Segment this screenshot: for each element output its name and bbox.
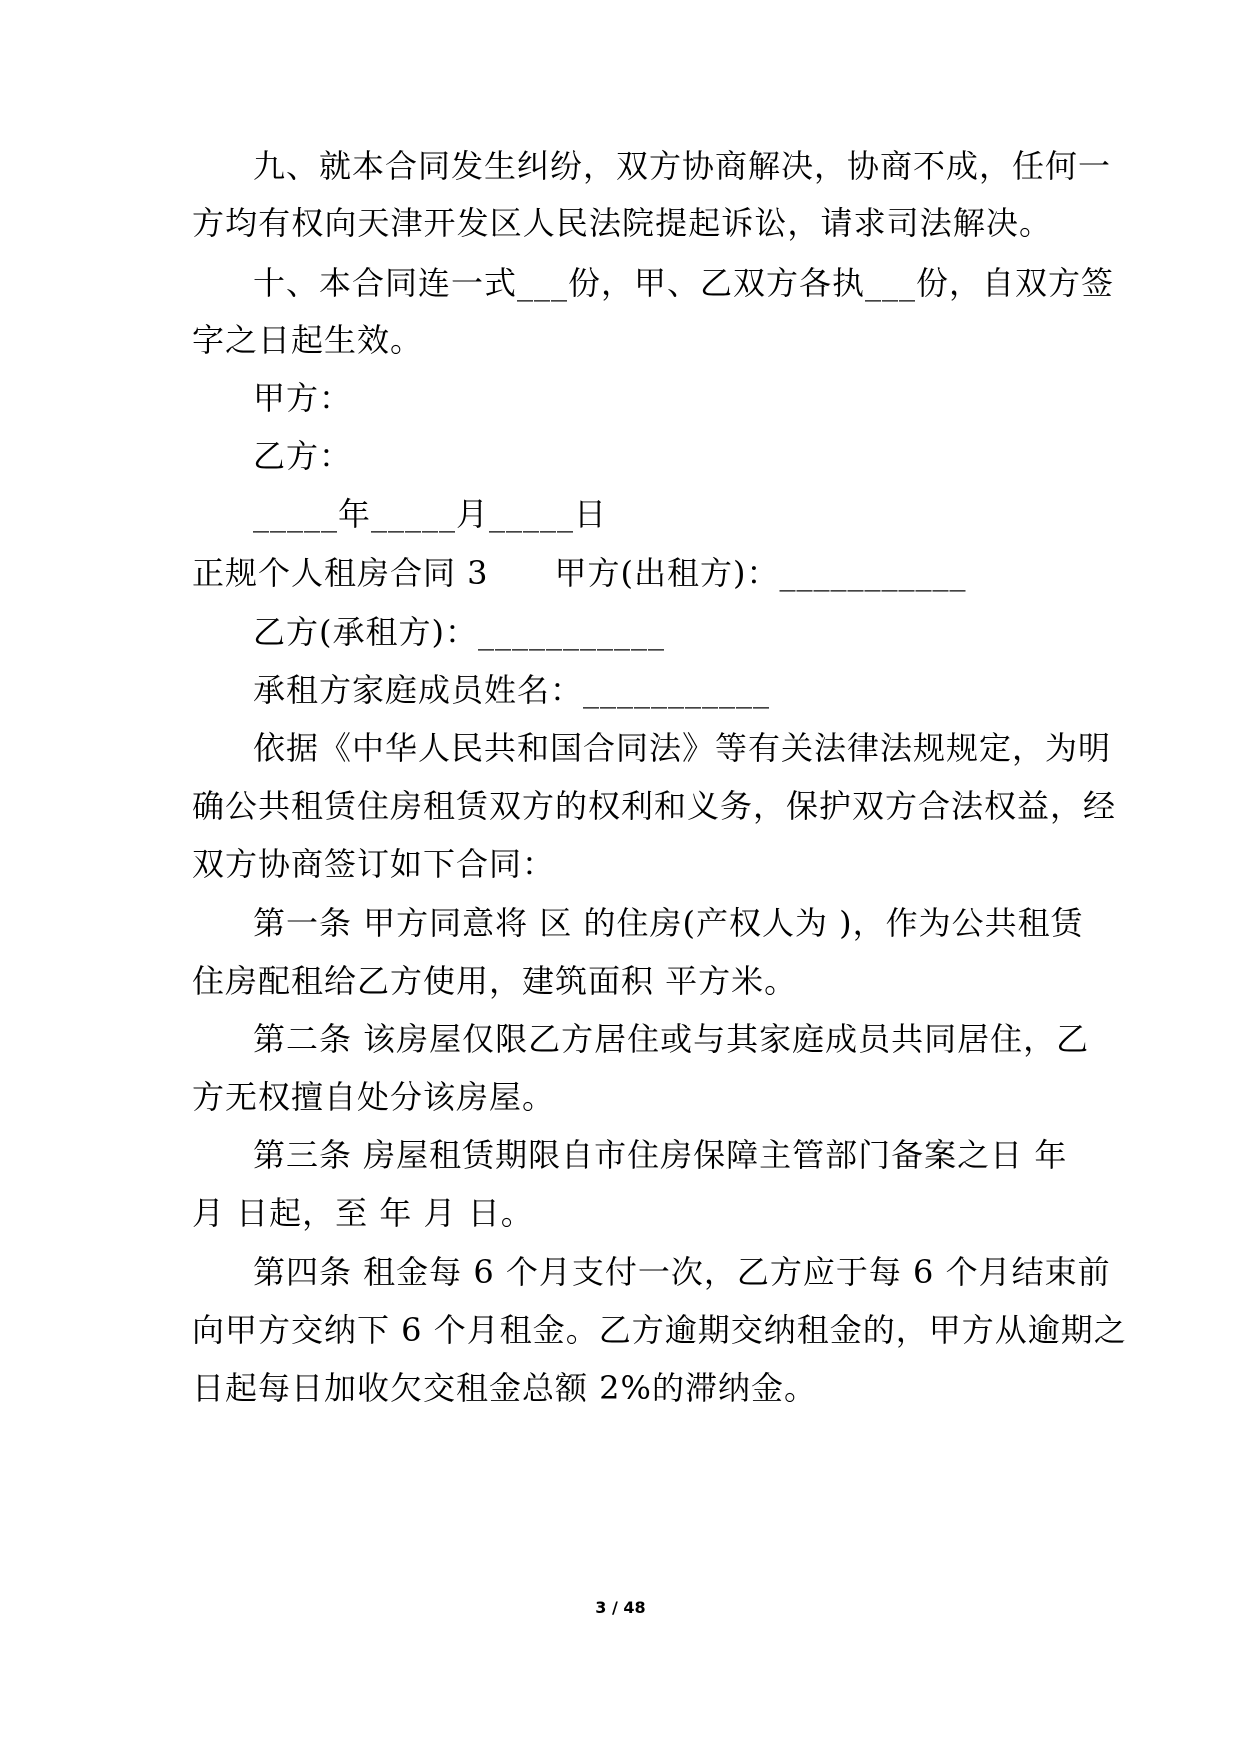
signature-date: _____年_____月_____日 <box>253 495 608 533</box>
article-3-line-1: 第三条 房屋租赁期限自市住房保障主管部门备案之日 年 <box>253 1136 1068 1174</box>
article-3-line-2: 月 日起，至 年 月 日。 <box>192 1194 534 1232</box>
preamble-line-1: 依据《中华人民共和国合同法》等有关法律法规规定，为明 <box>253 729 1112 767</box>
article-4-line-1: 第四条 租金每 6 个月支付一次，乙方应于每 6 个月结束前 <box>253 1253 1111 1291</box>
lessee-field: 乙方(承租方)：___________ <box>253 613 665 651</box>
article-2-line-1: 第二条 该房屋仅限乙方居住或与其家庭成员共同居住，乙 <box>253 1020 1090 1058</box>
clause-9-line-1: 九、就本合同发生纠纷，双方协商解决，协商不成，任何一 <box>253 147 1112 185</box>
party-b-signature: 乙方： <box>253 437 353 475</box>
preamble-line-3: 双方协商签订如下合同： <box>192 845 556 883</box>
article-1-line-1: 第一条 甲方同意将 区 的住房(产权人为 )，作为公共租赁 <box>253 904 1084 942</box>
clause-9-line-2: 方均有权向天津开发区人民法院提起诉讼，请求司法解决。 <box>192 204 1052 242</box>
page-number: 3 / 48 <box>595 1598 646 1617</box>
preamble-line-2: 确公共租赁住房租赁双方的权利和义务，保护双方合法权益，经 <box>192 787 1117 825</box>
clause-10-line-1: 十、本合同连一式___份，甲、乙双方各执___份，自双方签 <box>253 264 1115 302</box>
contract-3-heading-lessor: 正规个人租房合同 3 甲方(出租方)：___________ <box>192 554 967 592</box>
article-1-line-2: 住房配租给乙方使用，建筑面积 平方米。 <box>192 962 798 1000</box>
article-4-line-3: 日起每日加收欠交租金总额 2%的滞纳金。 <box>192 1369 817 1407</box>
family-members-field: 承租方家庭成员姓名：___________ <box>253 671 771 709</box>
party-a-signature: 甲方： <box>253 379 353 417</box>
article-4-line-2: 向甲方交纳下 6 个月租金。乙方逾期交纳租金的，甲方从逾期之 <box>192 1311 1127 1349</box>
article-2-line-2: 方无权擅自处分该房屋。 <box>192 1078 556 1116</box>
clause-10-line-2: 字之日起生效。 <box>192 321 424 359</box>
